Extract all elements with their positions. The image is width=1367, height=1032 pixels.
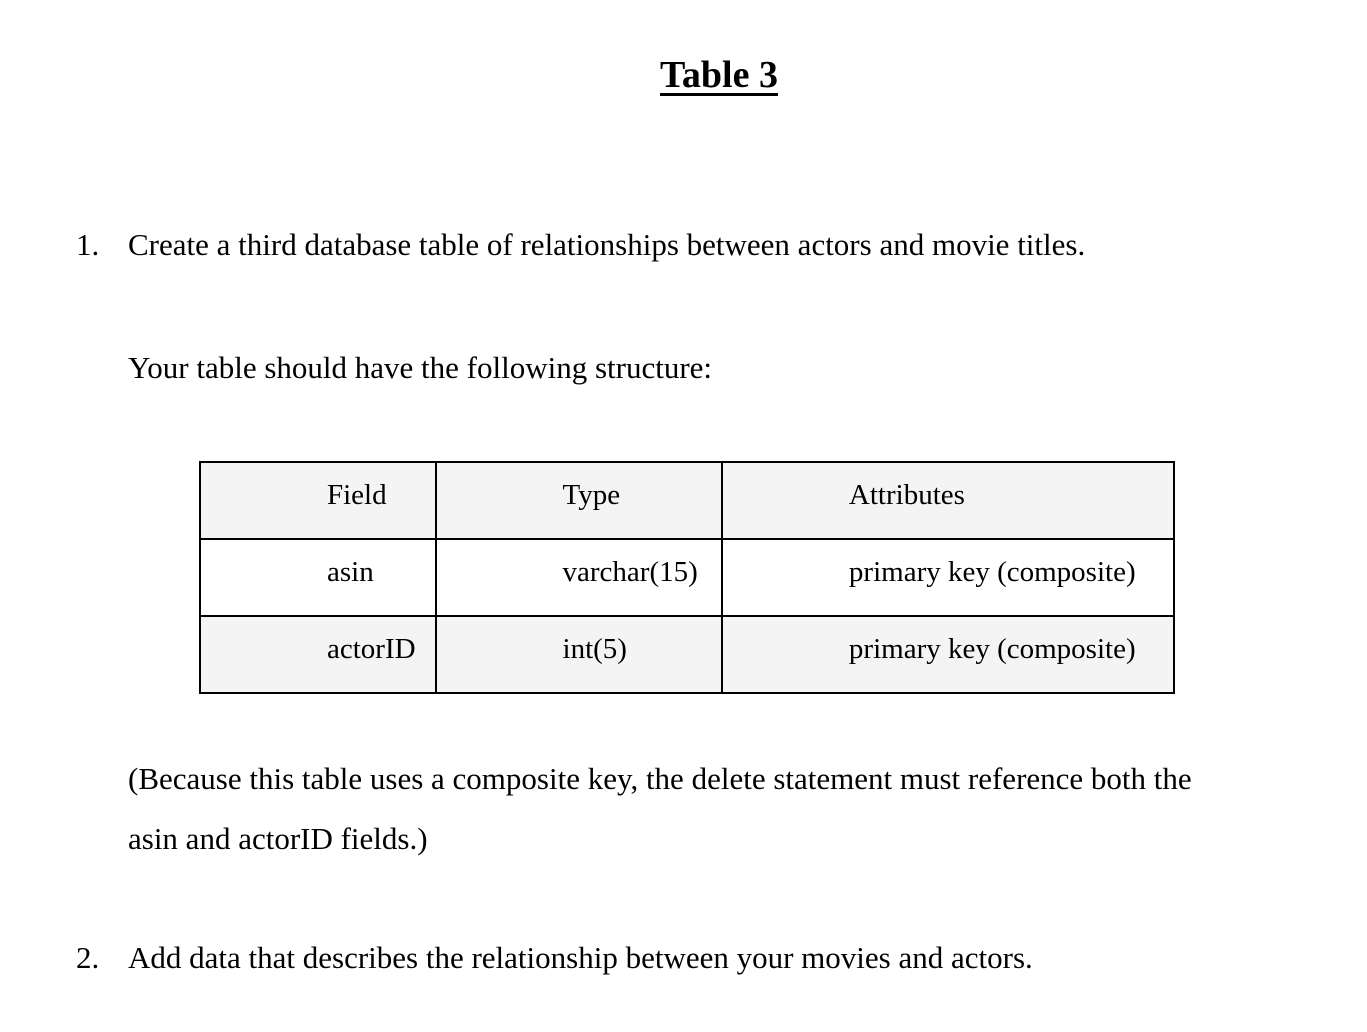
structure-intro: Your table should have the following structure: xyxy=(128,350,713,385)
page-title: Table 3 xyxy=(660,54,778,96)
table-cell: primary key (composite) xyxy=(722,616,1174,693)
structure-table xyxy=(199,461,1175,694)
step-2-text: Add data that describes the relationship between your movies and actors. xyxy=(128,940,1033,975)
step-1-text: Create a third database table of relationships between actors and movie titles. xyxy=(128,227,1086,262)
note-line-1: (Because this table uses a composite key, the delete statement must reference both the xyxy=(128,761,1192,796)
step-2-number: 2. xyxy=(76,940,100,975)
header-cell-field: Field xyxy=(200,462,436,539)
table-row xyxy=(200,539,1174,616)
table-header-row xyxy=(200,462,1174,539)
table-cell: int(5) xyxy=(436,616,722,693)
table-cell: primary key (composite) xyxy=(722,539,1174,616)
step-1-number: 1. xyxy=(76,227,100,262)
table-cell: asin xyxy=(200,539,436,616)
note-line-2: asin and actorID fields.) xyxy=(128,821,428,856)
header-cell-attributes: Attributes xyxy=(722,462,1174,539)
table-row xyxy=(200,616,1174,693)
header-cell-type: Type xyxy=(436,462,722,539)
table-cell: varchar(15) xyxy=(436,539,722,616)
table-cell: actorID xyxy=(200,616,436,693)
